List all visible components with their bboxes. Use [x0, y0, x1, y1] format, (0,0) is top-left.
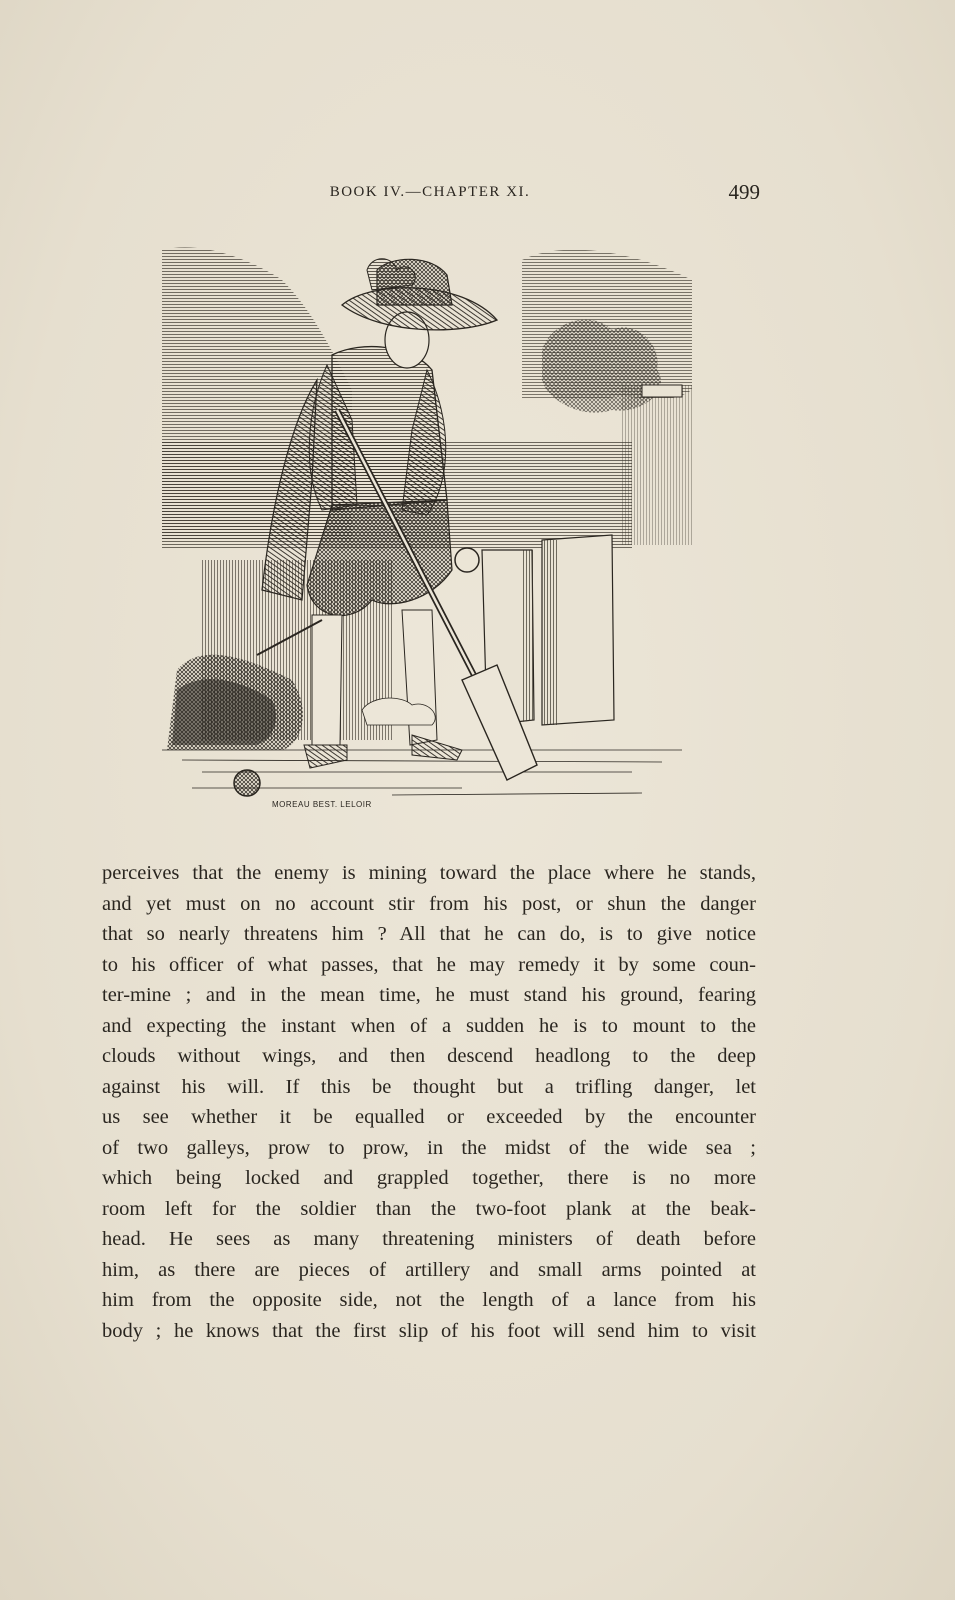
- text-line: of two galleys, prow to prow, in the midst of the wide sea ;: [102, 1136, 756, 1159]
- text-line: ter-mine ; and in the mean time, he must stand his ground, fearing: [102, 984, 756, 1006]
- page-number: 499: [728, 180, 760, 204]
- text-line: to his officer of what passes, that he may remedy it by some coun-: [102, 953, 756, 976]
- engraving-illustration: [162, 240, 707, 830]
- text-line: him from the opposite side, not the length of a lance from his: [102, 1289, 756, 1311]
- text-line: against his will. If this be thought but a trifling danger, let: [102, 1075, 756, 1098]
- text-line: which being locked and grappled together, there is no more: [102, 1167, 756, 1189]
- engraver-credit: MOREAU BEST. LELOIR: [272, 800, 372, 809]
- running-head: [100, 180, 760, 210]
- text-line: perceives that the enemy is mining toward the place where he stands,: [102, 862, 756, 884]
- text-line: that so nearly threatens him ? All that he can do, is to give notice: [102, 923, 756, 945]
- body-text: [102, 858, 756, 1346]
- text-line: clouds without wings, and then descend headlong to the deep: [102, 1045, 756, 1067]
- text-line: and expecting the instant when of a sudden he is to mount to the: [102, 1014, 756, 1037]
- text-line: and yet must on no account stir from his post, or shun the danger: [102, 892, 756, 915]
- text-line: head. He sees as many threatening ministers of death before: [102, 1228, 756, 1250]
- text-line: him, as there are pieces of artillery and small arms pointed at: [102, 1258, 756, 1281]
- text-line: body ; he knows that the first slip of his foot will send him to visit: [102, 1319, 756, 1342]
- text-line: room left for the soldier than the two-foot plank at the beak-: [102, 1197, 756, 1220]
- soldier-with-musket-icon: [162, 240, 707, 830]
- running-title: BOOK IV.—CHAPTER XI.: [329, 184, 531, 200]
- text-line: us see whether it be equalled or exceeded by the encounter: [102, 1106, 756, 1128]
